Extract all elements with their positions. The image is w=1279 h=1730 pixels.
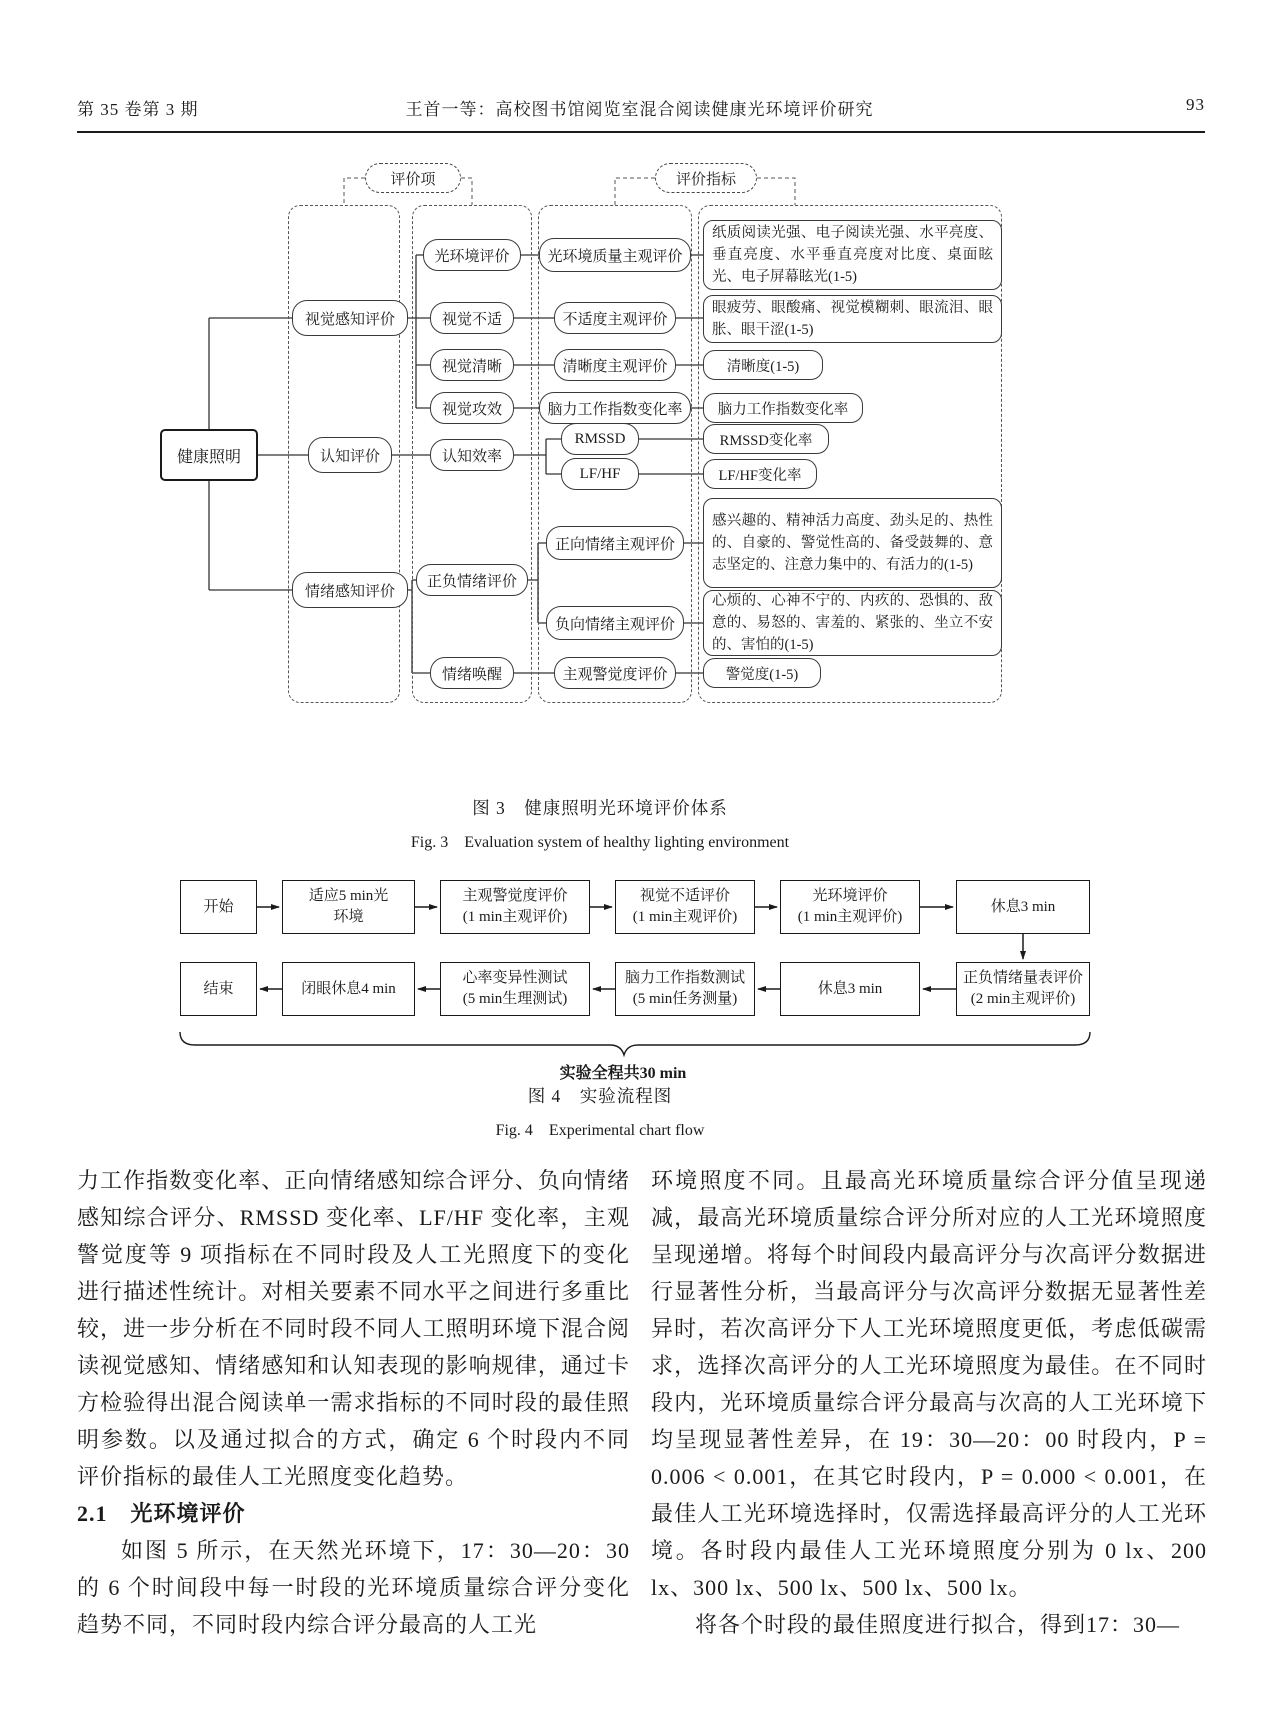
indicator-alertness: 警觉度(1-5) <box>703 658 821 688</box>
figure3-caption-en: Fig. 3 Evaluation system of healthy lighting environment <box>410 834 790 851</box>
figure4-caption-zh: 图 4 实验流程图 <box>527 1086 673 1106</box>
node-cognitive-efficiency: 认知效率 <box>430 439 514 471</box>
running-title: 王首一等：高校图书馆阅览室混合阅读健康光环境评价研究 <box>405 100 874 119</box>
node-discomfort-subjective: 不适度主观评价 <box>554 302 676 334</box>
node-visual-discomfort: 视觉不适 <box>430 302 514 334</box>
figure3-caption-zh: 图 3 健康照明光环境评价体系 <box>472 798 728 818</box>
flow-discomfort-eval: 视觉不适评价 (1 min主观评价) <box>615 880 755 934</box>
flow-start: 开始 <box>180 880 257 934</box>
node-clarity-subjective: 清晰度主观评价 <box>554 349 676 381</box>
flow-rest3-top: 休息3 min <box>956 880 1090 934</box>
flow-eyes-closed-rest: 闭眼休息4 min <box>282 962 415 1016</box>
node-negative-emotion-subjective: 负向情绪主观评价 <box>546 606 684 640</box>
flow-mental-index-test: 脑力工作指数测试 (5 min任务测量) <box>615 962 755 1016</box>
indicator-lfhf-change: LF/HF变化率 <box>703 459 817 489</box>
flow-panas-eval: 正负情绪量表评价 (2 min主观评价) <box>956 962 1090 1016</box>
indicator-positive-emotions: 感兴趣的、精神活力高度、劲头足的、热性的、自豪的、警觉性高的、备受鼓舞的、意志坚定的、注意力集中的、有活力的(1-5) <box>703 498 1002 588</box>
node-subjective-alertness: 主观警觉度评价 <box>554 657 676 689</box>
indicator-light-quality: 纸质阅读光强、电子阅读光强、水平亮度、垂直亮度、水平垂直亮度对比度、桌面眩光、电子屏幕眩光(1-5) <box>703 220 1002 290</box>
page-number: 93 <box>1186 95 1205 114</box>
indicator-discomfort: 眼疲劳、眼酸痛、视觉模糊刺、眼流泪、眼胀、眼干涩(1-5) <box>703 295 1002 343</box>
node-positive-emotion-subjective: 正向情绪主观评价 <box>546 526 684 560</box>
node-healthy-lighting: 健康照明 <box>160 429 258 481</box>
indicator-rmssd-change: RMSSD变化率 <box>703 424 829 454</box>
node-emotion-arousal: 情绪唤醒 <box>430 657 514 689</box>
node-emotion-perception: 情绪感知评价 <box>292 572 408 608</box>
node-visual-performance: 视觉攻效 <box>430 392 514 424</box>
flow-rest3-bottom: 休息3 min <box>780 962 920 1016</box>
paragraph: 如图 5 所示，在天然光环境下，17：30—20：30 的 6 个时间段中每一时段的光环境质量综合评分变化趋势不同，不同时段内综合评分最高的人工光 <box>77 1538 630 1637</box>
node-lfhf: LF/HF <box>561 458 639 490</box>
node-light-quality-subjective: 光环境质量主观评价 <box>539 238 691 272</box>
figure4-flowchart <box>150 876 1095 1091</box>
journal-issue: 第 35 卷第 3 期 <box>77 100 199 119</box>
paragraph: 力工作指数变化率、正向情绪感知综合评分、负向情绪感知综合评分、RMSSD 变化率、LF/HF 变化率，主观警觉度等 9 项指标在不同时段及人工光照度下的变化进行描述性统计。对相关要素不同水平之间进行多重比较，进一步分析在不同时段不同人工照明环境下混合阅读视觉感知、情绪感知和认知表现的影响规律，通过卡方检验得出混合阅读单一需求指标的不同时段的最佳照明参数。以及通过拟合的方式，确定 6 个时段内不同评价指标的最佳人工光照度变化趋势。 <box>77 1168 630 1489</box>
flow-lightenv-eval: 光环境评价 (1 min主观评价) <box>780 880 920 934</box>
legend-evaluation-item: 评价项 <box>365 163 461 193</box>
node-rmssd: RMSSD <box>561 423 639 455</box>
indicator-clarity: 清晰度(1-5) <box>703 350 823 380</box>
node-visual-clarity: 视觉清晰 <box>430 349 514 381</box>
flow-adaptation: 适应5 min光 环境 <box>282 880 415 934</box>
duration-brace <box>180 1032 1090 1055</box>
body-left-column <box>77 1162 630 1643</box>
node-visual-perception: 视觉感知评价 <box>292 300 408 336</box>
paragraph: 环境照度不同。且最高光环境质量综合评分值呈现递减，最高光环境质量综合评分所对应的人工光环境照度呈现递增。将每个时间段内最高评分与次高评分数据进行显著性分析，当最高评分与次高评分数据无显著性差异时，若次高评分下人工光环境照度更低，考虑低碳需求，选择次高评分的人工光环境照度为最佳。在不同时段内，光环境质量综合评分最高与次高的人工光环境下均呈现显著性差异，在 19：30—20：00 时段内，P = 0.006 < 0.001，在其它时段内，P = 0.000 < 0.001，在最佳人工光环境选择时，仅需选择最高评分的人工光环境。各时段内最佳人工光环境照度分别为 0 lx、200 lx、300 lx、500 lx、500 lx、500 lx。 <box>651 1168 1207 1600</box>
figure3-diagram <box>150 158 1020 714</box>
node-cognitive-evaluation: 认知评价 <box>308 437 392 473</box>
flow-end: 结束 <box>180 962 257 1016</box>
legend-evaluation-indicator: 评价指标 <box>655 163 757 193</box>
indicator-mental-work-index: 脑力工作指数变化率 <box>703 393 863 423</box>
figure4-caption-en: Fig. 4 Experimental chart flow <box>495 1122 705 1139</box>
node-pos-neg-emotion: 正负情绪评价 <box>416 564 528 596</box>
experiment-duration-label: 实验全程共30 min <box>559 1065 687 1082</box>
flow-hrv-test: 心率变异性测试 (5 min生理测试) <box>440 962 590 1016</box>
node-light-env-eval: 光环境评价 <box>423 239 521 271</box>
node-mental-work-index: 脑力工作指数变化率 <box>539 392 691 424</box>
section-heading-2-1: 2.1 光环境评价 <box>77 1501 246 1526</box>
header-rule <box>77 131 1205 133</box>
indicator-negative-emotions: 心烦的、心神不宁的、内疚的、恐惧的、敌意的、易怒的、害羞的、紧张的、坐立不安的、害怕的(1-5) <box>703 590 1002 656</box>
body-right-column <box>651 1162 1207 1643</box>
flow-alertness-eval: 主观警觉度评价 (1 min主观评价) <box>440 880 590 934</box>
paragraph: 将各个时段的最佳照度进行拟合，得到17：30— <box>695 1612 1181 1637</box>
